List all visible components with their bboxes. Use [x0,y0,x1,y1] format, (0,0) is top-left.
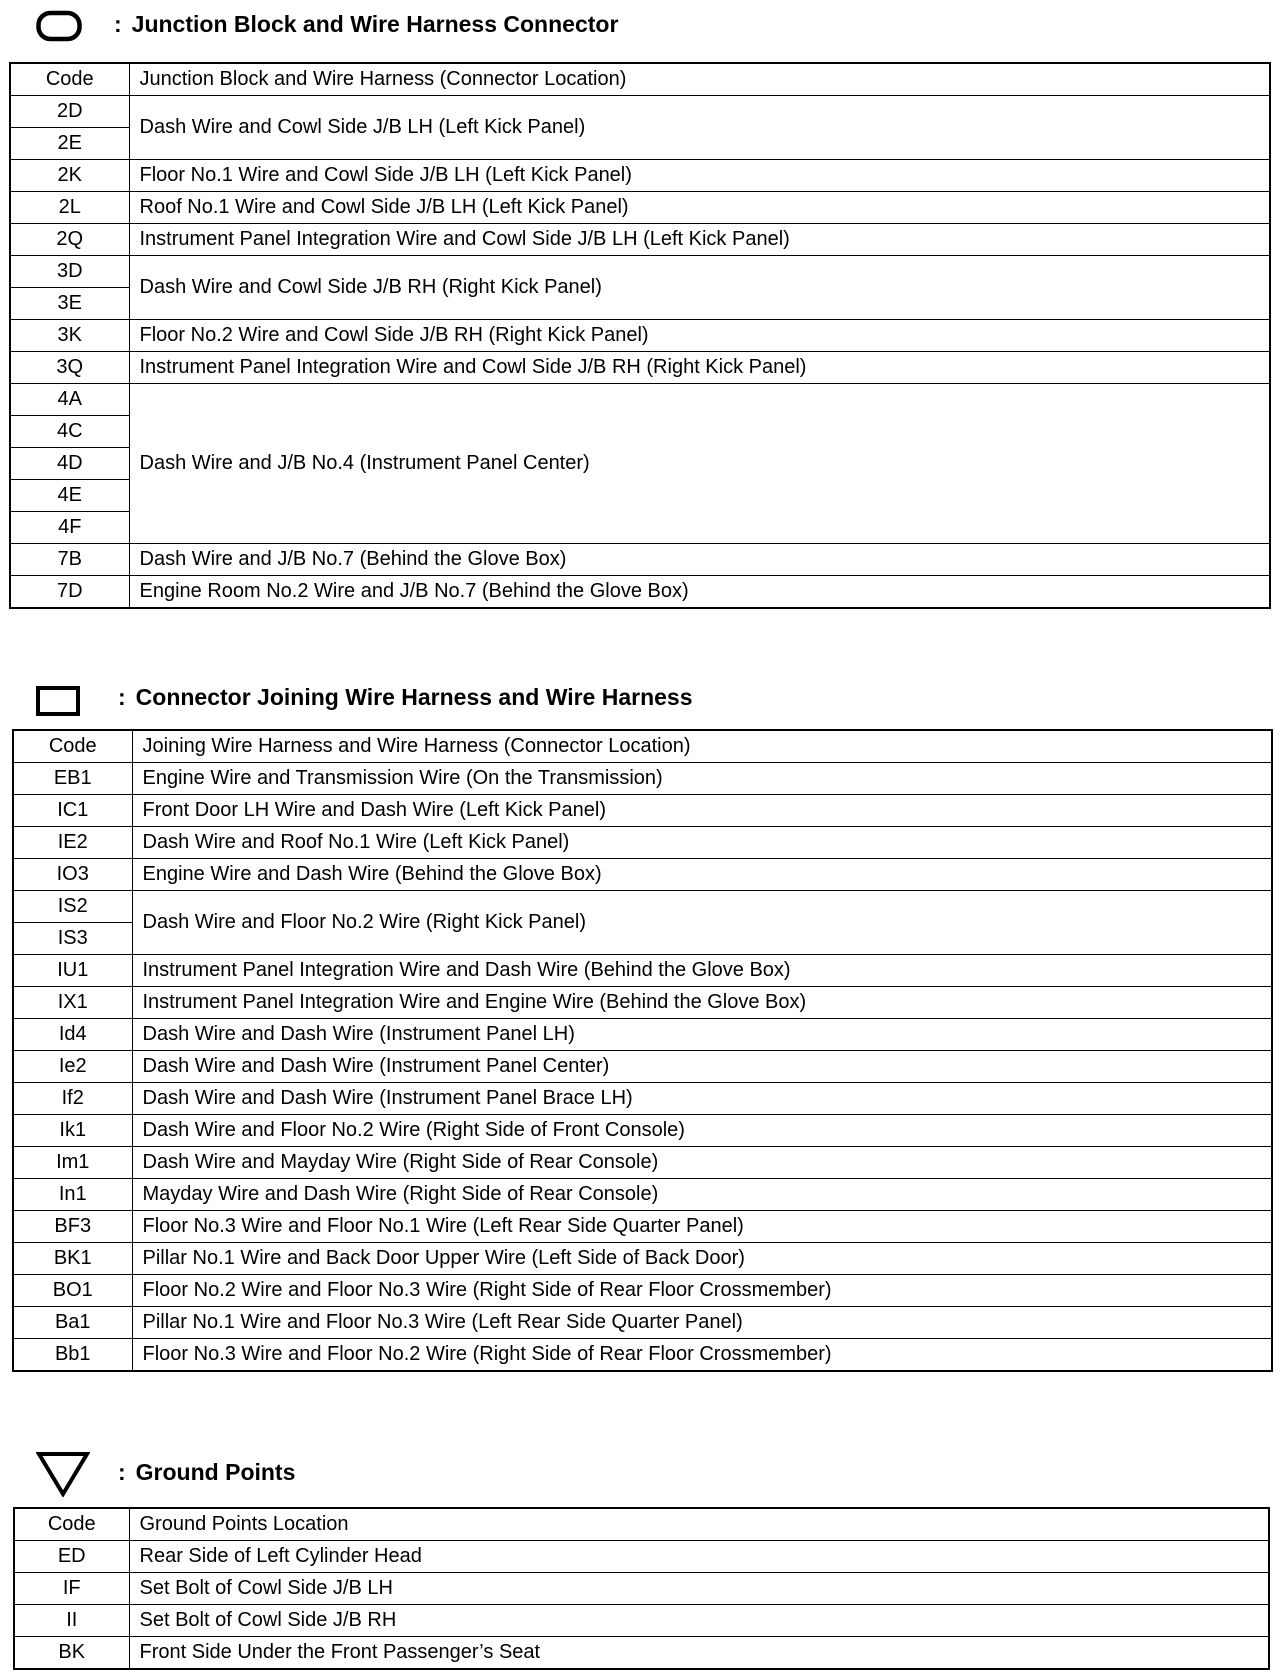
code-cell: IE2 [13,827,132,859]
table-row [13,1115,1272,1147]
code-cell: 2E [10,128,129,160]
location-cell: Floor No.2 Wire and Floor No.3 Wire (Right Side of Rear Floor Crossmember) [132,1275,1272,1307]
location-cell: Dash Wire and Floor No.2 Wire (Right Kick Panel) [132,891,1272,955]
ground-title [118,1456,295,1488]
location-cell: Pillar No.1 Wire and Floor No.3 Wire (Left Rear Side Quarter Panel) [132,1307,1272,1339]
location-cell: Dash Wire and Cowl Side J/B RH (Right Kick Panel) [129,256,1270,320]
code-cell: 4D [10,448,129,480]
header-code-cell: Code [14,1508,129,1541]
location-cell: Front Side Under the Front Passenger’s Seat [129,1637,1269,1670]
code-cell: EB1 [13,763,132,795]
code-cell: IS3 [13,923,132,955]
junction-colon: : [114,10,122,37]
rounded-rectangle-icon [36,10,82,42]
location-cell: Dash Wire and Roof No.1 Wire (Left Kick Panel) [132,827,1272,859]
ground-table [13,1507,1270,1670]
table-row [13,1339,1272,1372]
code-cell: IS2 [13,891,132,923]
table-row [10,576,1270,609]
code-cell: BK1 [13,1243,132,1275]
location-cell: Dash Wire and Dash Wire (Instrument Panel Brace LH) [132,1083,1272,1115]
table-header-row [14,1508,1269,1541]
table-row [13,1243,1272,1275]
code-cell: Ik1 [13,1115,132,1147]
code-cell: IC1 [13,795,132,827]
table-row [13,987,1272,1019]
table-row [10,384,1270,416]
table-row [13,827,1272,859]
location-cell: Mayday Wire and Dash Wire (Right Side of Rear Console) [132,1179,1272,1211]
table-row [14,1637,1269,1670]
code-cell: 7D [10,576,129,609]
code-cell: Bb1 [13,1339,132,1372]
table-row [10,96,1270,128]
junction-title [114,8,618,40]
location-cell: Dash Wire and Dash Wire (Instrument Panel Center) [132,1051,1272,1083]
table-row [14,1541,1269,1573]
location-cell: Floor No.2 Wire and Cowl Side J/B RH (Right Kick Panel) [129,320,1270,352]
table-row [13,1051,1272,1083]
code-cell: 7B [10,544,129,576]
code-cell: Ie2 [13,1051,132,1083]
joining-table [12,729,1273,1372]
joining-colon: : [118,683,126,710]
code-cell: 4E [10,480,129,512]
location-cell: Floor No.3 Wire and Floor No.2 Wire (Right Side of Rear Floor Crossmember) [132,1339,1272,1372]
code-cell: 2Q [10,224,129,256]
code-cell: II [14,1605,129,1637]
joining-title [118,681,693,713]
code-cell: IX1 [13,987,132,1019]
location-cell: Instrument Panel Integration Wire and Engine Wire (Behind the Glove Box) [132,987,1272,1019]
header-code-cell: Code [10,63,129,96]
header-desc-cell: Ground Points Location [129,1508,1269,1541]
location-cell: Engine Room No.2 Wire and J/B No.7 (Behind the Glove Box) [129,576,1270,609]
location-cell: Engine Wire and Transmission Wire (On the Transmission) [132,763,1272,795]
code-cell: BF3 [13,1211,132,1243]
code-cell: Id4 [13,1019,132,1051]
table-row [13,891,1272,923]
code-cell: ED [14,1541,129,1573]
location-cell: Engine Wire and Dash Wire (Behind the Glove Box) [132,859,1272,891]
table-row [10,160,1270,192]
code-cell: 3D [10,256,129,288]
code-cell: In1 [13,1179,132,1211]
joining-table-body [13,730,1272,1371]
table-row [13,763,1272,795]
code-cell: 3E [10,288,129,320]
table-row [13,955,1272,987]
location-cell: Instrument Panel Integration Wire and Cowl Side J/B RH (Right Kick Panel) [129,352,1270,384]
code-cell: 4F [10,512,129,544]
table-row [10,224,1270,256]
table-row [10,256,1270,288]
location-cell: Set Bolt of Cowl Side J/B LH [129,1573,1269,1605]
header-desc-cell: Junction Block and Wire Harness (Connector Location) [129,63,1270,96]
code-cell: If2 [13,1083,132,1115]
table-row [10,352,1270,384]
location-cell: Pillar No.1 Wire and Back Door Upper Wire (Left Side of Back Door) [132,1243,1272,1275]
table-row [13,1147,1272,1179]
ground-title-text: Ground Points [135,1458,296,1485]
table-row [13,1307,1272,1339]
joining-title-text: Connector Joining Wire Harness and Wire Harness [135,683,693,710]
code-cell: BO1 [13,1275,132,1307]
code-cell: IO3 [13,859,132,891]
code-cell: 4C [10,416,129,448]
code-cell: BK [14,1637,129,1670]
location-cell: Dash Wire and Floor No.2 Wire (Right Side of Front Console) [132,1115,1272,1147]
table-row [13,1083,1272,1115]
location-cell: Dash Wire and Cowl Side J/B LH (Left Kick Panel) [129,96,1270,160]
table-row [13,795,1272,827]
location-cell: Floor No.3 Wire and Floor No.1 Wire (Left Rear Side Quarter Panel) [132,1211,1272,1243]
location-cell: Dash Wire and J/B No.7 (Behind the Glove Box) [129,544,1270,576]
table-row [14,1605,1269,1637]
junction-table-body [10,63,1270,608]
rectangle-icon [36,686,80,716]
location-cell: Rear Side of Left Cylinder Head [129,1541,1269,1573]
code-cell: 2L [10,192,129,224]
table-header-row [13,730,1272,763]
code-cell: Ba1 [13,1307,132,1339]
table-row [13,1275,1272,1307]
code-cell: 3Q [10,352,129,384]
location-cell: Front Door LH Wire and Dash Wire (Left Kick Panel) [132,795,1272,827]
code-cell: Im1 [13,1147,132,1179]
header-desc-cell: Joining Wire Harness and Wire Harness (Connector Location) [132,730,1272,763]
location-cell: Instrument Panel Integration Wire and Dash Wire (Behind the Glove Box) [132,955,1272,987]
table-row [13,1019,1272,1051]
location-cell: Roof No.1 Wire and Cowl Side J/B LH (Left Kick Panel) [129,192,1270,224]
table-row [14,1573,1269,1605]
code-cell: IF [14,1573,129,1605]
ground-colon: : [118,1458,126,1485]
table-row [10,544,1270,576]
table-header-row [10,63,1270,96]
location-cell: Dash Wire and Mayday Wire (Right Side of Rear Console) [132,1147,1272,1179]
code-cell: 3K [10,320,129,352]
table-row [10,320,1270,352]
table-row [13,1211,1272,1243]
triangle-icon [36,1451,90,1497]
code-cell: 4A [10,384,129,416]
location-cell: Dash Wire and Dash Wire (Instrument Panel LH) [132,1019,1272,1051]
location-cell: Floor No.1 Wire and Cowl Side J/B LH (Left Kick Panel) [129,160,1270,192]
location-cell: Dash Wire and J/B No.4 (Instrument Panel Center) [129,384,1270,544]
location-cell: Set Bolt of Cowl Side J/B RH [129,1605,1269,1637]
code-cell: 2D [10,96,129,128]
junction-title-text: Junction Block and Wire Harness Connector [131,10,619,37]
code-cell: IU1 [13,955,132,987]
junction-table [9,62,1271,609]
header-code-cell: Code [13,730,132,763]
ground-table-body [14,1508,1269,1669]
location-cell: Instrument Panel Integration Wire and Cowl Side J/B LH (Left Kick Panel) [129,224,1270,256]
code-cell: 2K [10,160,129,192]
table-row [13,859,1272,891]
table-row [13,1179,1272,1211]
table-row [10,192,1270,224]
